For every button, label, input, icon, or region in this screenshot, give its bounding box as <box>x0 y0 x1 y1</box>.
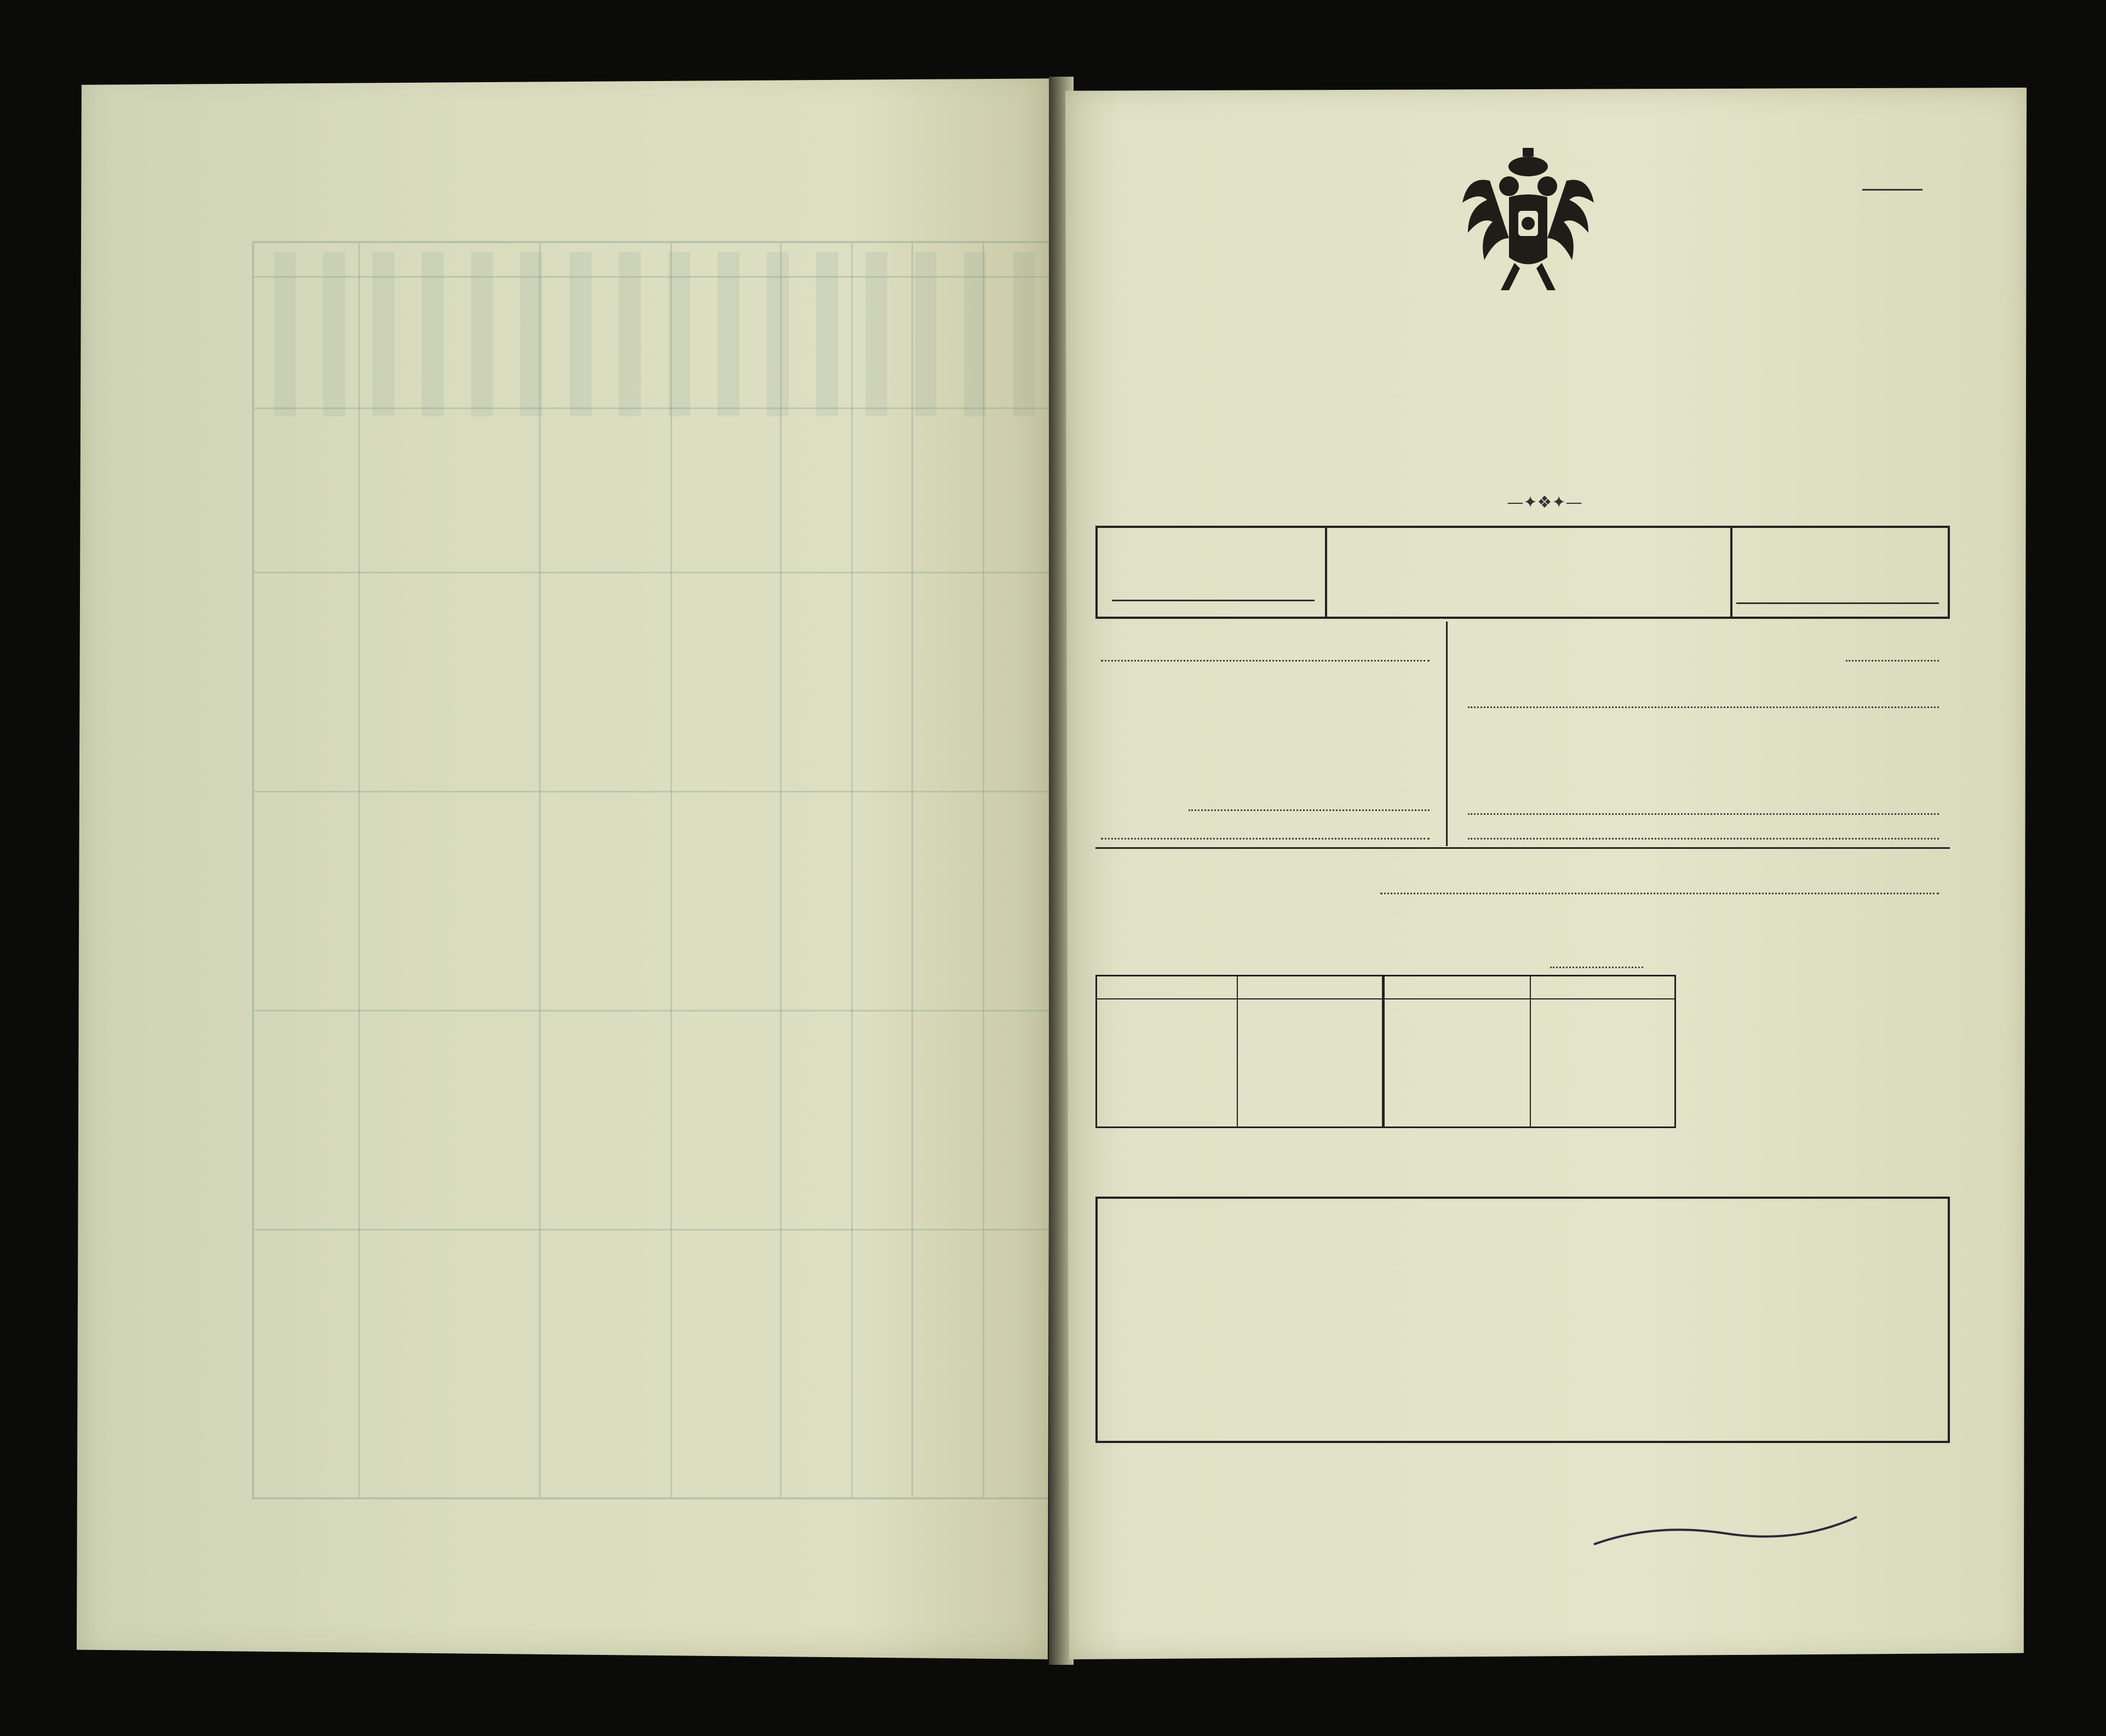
grid-row <box>254 407 1076 409</box>
grid-row <box>254 276 1076 278</box>
field-line <box>1846 660 1939 662</box>
grid-col <box>983 243 984 1497</box>
field-line <box>1101 660 1430 662</box>
region-divider <box>1325 526 1327 619</box>
field-line <box>1468 838 1939 840</box>
left-page-reverse <box>77 66 1052 1659</box>
field-line <box>1550 967 1643 968</box>
grid-col <box>358 243 360 1497</box>
signature-flourish <box>1588 1511 1862 1555</box>
grid-row <box>254 791 1076 792</box>
fields-divider <box>1446 622 1448 846</box>
region-divider <box>1730 526 1732 619</box>
grid-col <box>670 243 672 1497</box>
grid-col <box>851 243 853 1497</box>
sheet-number-line <box>1862 189 1923 191</box>
grid-col <box>539 243 541 1497</box>
buildings-table <box>1095 975 1676 1128</box>
field-line <box>1101 838 1430 840</box>
table-head-line <box>1097 998 1674 999</box>
region-box <box>1095 526 1950 619</box>
ornament-divider: —✦❖✦— <box>1507 493 1582 512</box>
uezd-line <box>1736 602 1939 604</box>
tally-table <box>1095 1197 1950 1443</box>
grid-row <box>254 572 1076 573</box>
field-line <box>1380 893 1939 894</box>
double-headed-eagle-icon <box>1457 137 1599 301</box>
grid-row <box>254 1229 1076 1231</box>
field-line <box>1468 813 1939 815</box>
grid-col <box>911 243 913 1497</box>
gubernia-line <box>1112 600 1315 601</box>
grid-row <box>254 1010 1076 1011</box>
field-line <box>1468 706 1939 708</box>
field-line <box>1189 809 1430 811</box>
grid-col <box>780 243 782 1497</box>
show-through-grid <box>252 241 1078 1499</box>
